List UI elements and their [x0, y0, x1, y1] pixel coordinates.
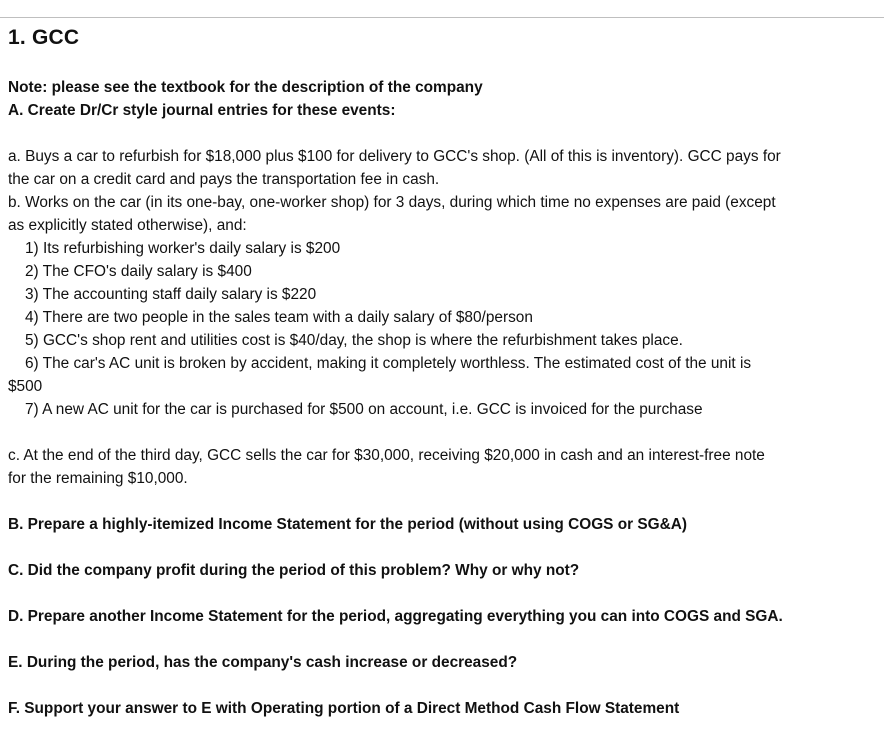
note-line: Note: please see the textbook for the description of the company [8, 79, 483, 96]
sub-item-4: 4) There are two people in the sales team with a daily salary of $80/person [25, 309, 533, 326]
document-body [8, 76, 874, 720]
event-a-line-1: a. Buys a car to refurbish for $18,000 plus $100 for delivery to GCC's shop. (All of this is inventory). GCC pays for [8, 148, 781, 165]
sub-item-7: 7) A new AC unit for the car is purchased for $500 on account, i.e. GCC is invoiced for the purchase [25, 401, 703, 418]
part-c-heading: C. Did the company profit during the period of this problem? Why or why not? [8, 562, 580, 579]
event-b-line-1: b. Works on the car (in its one-bay, one-worker shop) for 3 days, during which time no expenses are paid (except [8, 194, 776, 211]
top-divider [0, 17, 884, 18]
event-a-line-2: the car on a credit card and pays the transportation fee in cash. [8, 171, 440, 188]
event-b-line-2: as explicitly stated otherwise), and: [8, 217, 247, 234]
sub-item-5: 5) GCC's shop rent and utilities cost is $40/day, the shop is where the refurbishment takes place. [25, 332, 683, 349]
part-b-heading: B. Prepare a highly-itemized Income Statement for the period (without using COGS or SG&A) [8, 516, 687, 533]
sub-item-2: 2) The CFO's daily salary is $400 [25, 263, 252, 280]
page-title: 1. GCC [8, 26, 80, 49]
event-c-line-2: for the remaining $10,000. [8, 470, 188, 487]
sub-item-6-line-2: $500 [8, 378, 43, 395]
sub-item-1: 1) Its refurbishing worker's daily salary is $200 [25, 240, 341, 257]
sub-item-6-line-1: 6) The car's AC unit is broken by accident, making it completely worthless. The estimated cost of the unit is [25, 355, 752, 372]
part-e-heading: E. During the period, has the company's cash increase or decreased? [8, 654, 518, 671]
part-a-heading: A. Create Dr/Cr style journal entries for these events: [8, 102, 396, 119]
event-c-line-1: c. At the end of the third day, GCC sells the car for $30,000, receiving $20,000 in cash and an interest-free note [8, 447, 765, 464]
part-d-heading: D. Prepare another Income Statement for the period, aggregating everything you can into COGS and SGA. [8, 608, 783, 625]
sub-item-3: 3) The accounting staff daily salary is $220 [25, 286, 317, 303]
part-f-heading: F. Support your answer to E with Operating portion of a Direct Method Cash Flow Statement [8, 700, 680, 717]
